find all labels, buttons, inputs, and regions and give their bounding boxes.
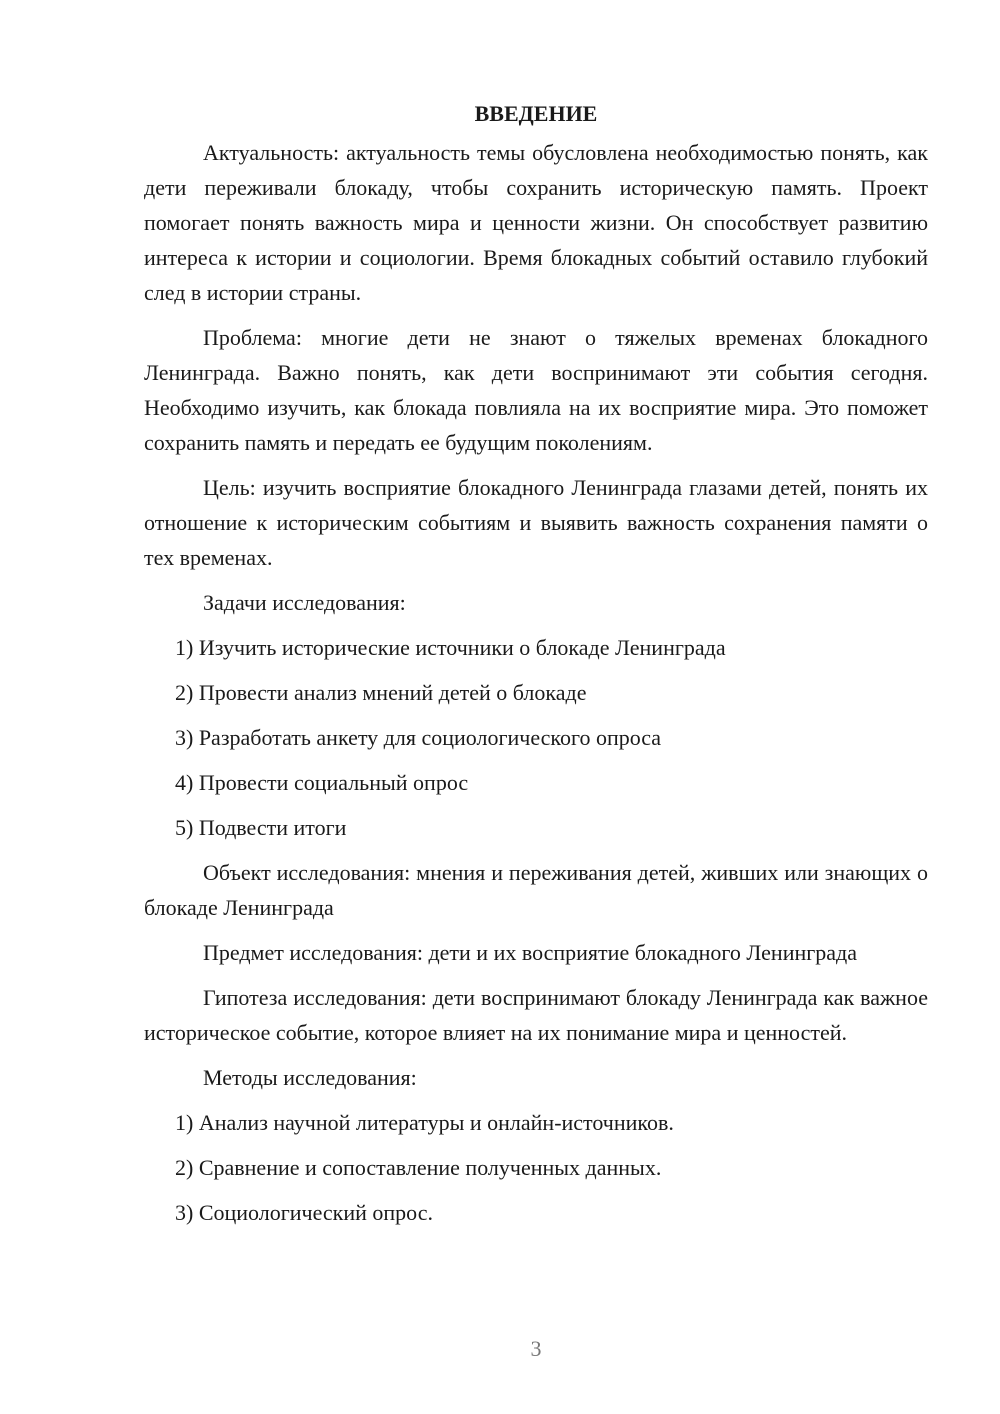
tasks-list xyxy=(144,630,928,845)
method-item-3: 3) Социологический опрос. xyxy=(175,1200,433,1225)
object-paragraph: Объект исследования: мнения и переживания детей, живших или знающих о блокаде Ленинграда xyxy=(144,860,928,920)
tasks-heading: Задачи исследования: xyxy=(203,590,406,615)
method-item-1: 1) Анализ научной литературы и онлайн-источников. xyxy=(175,1110,674,1135)
relevance-paragraph: Актуальность: актуальность темы обусловлена необходимостью понять, как дети переживали блокаду, чтобы сохранить историческую память. Проект помогает понять важность мира и ценности жизни. Он способствует развитию интереса к истории и социологии. Время блокадных событий оставило глубокий след в истории страны. xyxy=(144,140,928,305)
methods-list xyxy=(144,1105,928,1230)
task-item-5: 5) Подвести итоги xyxy=(175,815,347,840)
page-number: 3 xyxy=(530,1336,542,1361)
task-item-1: 1) Изучить исторические источники о блокаде Ленинграда xyxy=(175,635,726,660)
goal-paragraph: Цель: изучить восприятие блокадного Ленинграда глазами детей, понять их отношение к историческим событиям и выявить важность сохранения памяти о тех временах. xyxy=(144,475,928,570)
task-item-3: 3) Разработать анкету для социологического опроса xyxy=(175,725,662,750)
subject-paragraph: Предмет исследования: дети и их восприятие блокадного Ленинграда xyxy=(203,940,857,965)
task-item-4: 4) Провести социальный опрос xyxy=(175,770,469,795)
problem-paragraph: Проблема: многие дети не знают о тяжелых временах блокадного Ленинграда. Важно понять, как дети воспринимают эти события сегодня. Необходимо изучить, как блокада повлияла на их восприятие мира. Это поможет сохранить память и передать ее будущим поколениям. xyxy=(144,325,928,455)
page-content xyxy=(144,96,928,1240)
method-item-2: 2) Сравнение и сопоставление полученных данных. xyxy=(175,1155,662,1180)
hypothesis-paragraph: Гипотеза исследования: дети воспринимают блокаду Ленинграда как важное историческое событие, которое влияет на их понимание мира и ценностей. xyxy=(144,985,928,1045)
methods-heading: Методы исследования: xyxy=(203,1065,417,1090)
task-item-2: 2) Провести анализ мнений детей о блокаде xyxy=(175,680,587,705)
page-title: ВВЕДЕНИЕ xyxy=(474,101,598,126)
